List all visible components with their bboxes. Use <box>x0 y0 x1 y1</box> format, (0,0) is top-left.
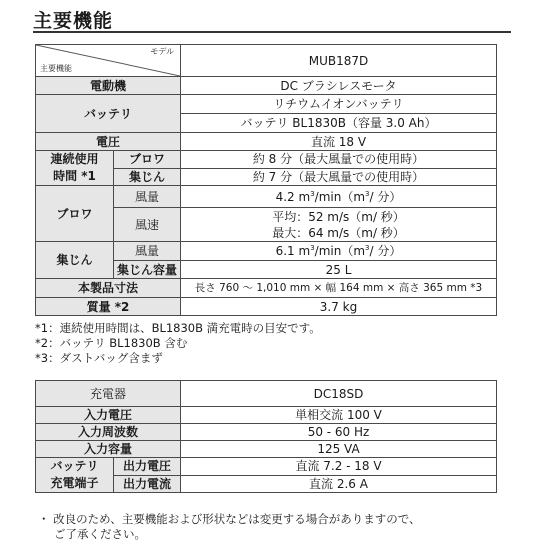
footer-line-2: ご了承ください。 <box>54 527 146 541</box>
motor-value: DC ブラシレスモータ <box>181 77 497 95</box>
input-voltage-label: 入力電圧 <box>36 407 181 424</box>
battery-label: バッテリ <box>36 95 181 133</box>
runtime-label-line2: 時間 *1 <box>53 169 96 183</box>
airspeed-label: 風速 <box>114 208 181 242</box>
dimensions-label: 本製品寸法 <box>36 279 181 298</box>
corner-model-label: モデル <box>150 47 174 56</box>
output-current-label: 出力電流 <box>114 475 181 493</box>
airspeed-value <box>181 208 497 242</box>
weight-value: 3.7 kg <box>181 298 497 316</box>
battery-type-value: リチウムイオンバッテリ <box>181 95 497 114</box>
terminal-label-line1: バッテリ <box>50 459 99 473</box>
runtime-blower-value: 約 8 分（最大風量での使用時） <box>181 151 497 169</box>
airflow-label: 風量 <box>114 186 181 208</box>
footnotes <box>35 321 321 366</box>
airflow-value: 4.2 $m^3/\min(m^3/$ 分） <box>181 186 497 208</box>
charger-header-label: 充電器 <box>36 381 181 407</box>
runtime-label-line1: 連続使用 <box>50 152 99 166</box>
terminal-label-line2: 充電端子 <box>50 476 99 490</box>
terminal-label <box>36 458 114 493</box>
dust-airflow-value: 6.1 $m^3/\min(m^3/$ 分） <box>181 242 497 261</box>
voltage-label: 電圧 <box>36 133 181 151</box>
dust-capacity-value: 25 L <box>181 261 497 279</box>
charger-table <box>35 380 497 493</box>
motor-label: 電動機 <box>36 77 181 95</box>
input-voltage-value: 単相交流 100 V <box>181 407 497 424</box>
runtime-dust-value: 約 7 分（最大風量での使用時） <box>181 168 497 186</box>
title-divider <box>33 31 511 33</box>
output-voltage-value: 直流 7.2 - 18 V <box>181 458 497 476</box>
footnote-2: *2：バッテリ BL1830B 含む <box>35 336 188 350</box>
runtime-label <box>36 151 114 186</box>
footer-line-1: ・ 改良のため、主要機能および形状などは変更する場合がありますので、 <box>38 512 421 526</box>
airspeed-average: 平均：52 m/s（m/ 秒） <box>272 209 405 224</box>
input-frequency-value: 50 - 60 Hz <box>181 424 497 441</box>
voltage-value: 直流 18 V <box>181 133 497 151</box>
input-capacity-label: 入力容量 <box>36 441 181 458</box>
blower-label: ブロワ <box>36 186 114 242</box>
input-capacity-value: 125 VA <box>181 441 497 458</box>
corner-function-label: 主要機能 <box>40 64 72 73</box>
model-value: MUB187D <box>181 45 497 77</box>
dust-airflow-label: 風量 <box>114 242 181 261</box>
footnote-3: *3：ダストバッグ含まず <box>35 351 163 365</box>
dust-label: 集じん <box>36 242 114 279</box>
runtime-dust-label: 集じん <box>114 168 181 186</box>
footer-note <box>38 512 420 542</box>
output-voltage-label: 出力電圧 <box>114 458 181 476</box>
dimensions-value: 長さ 760 ～ 1,010 mm × 幅 164 mm × 高さ 365 mm *3 <box>181 279 497 298</box>
footnote-1: *1：連続使用時間は、BL1830B 満充電時の目安です。 <box>35 321 321 335</box>
airspeed-maximum: 最大：64 m/s（m/ 秒） <box>272 225 405 240</box>
dust-capacity-label: 集じん容量 <box>114 261 181 279</box>
battery-model-value: バッテリ BL1830B（容量 3.0 Ah） <box>181 114 497 133</box>
spec-table <box>35 44 497 316</box>
page-title: 主要機能 <box>33 10 114 32</box>
spec-corner-cell <box>36 45 181 77</box>
output-current-value: 直流 2.6 A <box>181 475 497 493</box>
runtime-blower-label: ブロワ <box>114 151 181 169</box>
weight-label: 質量 *2 <box>36 298 181 316</box>
input-frequency-label: 入力周波数 <box>36 424 181 441</box>
charger-model-value: DC18SD <box>181 381 497 407</box>
